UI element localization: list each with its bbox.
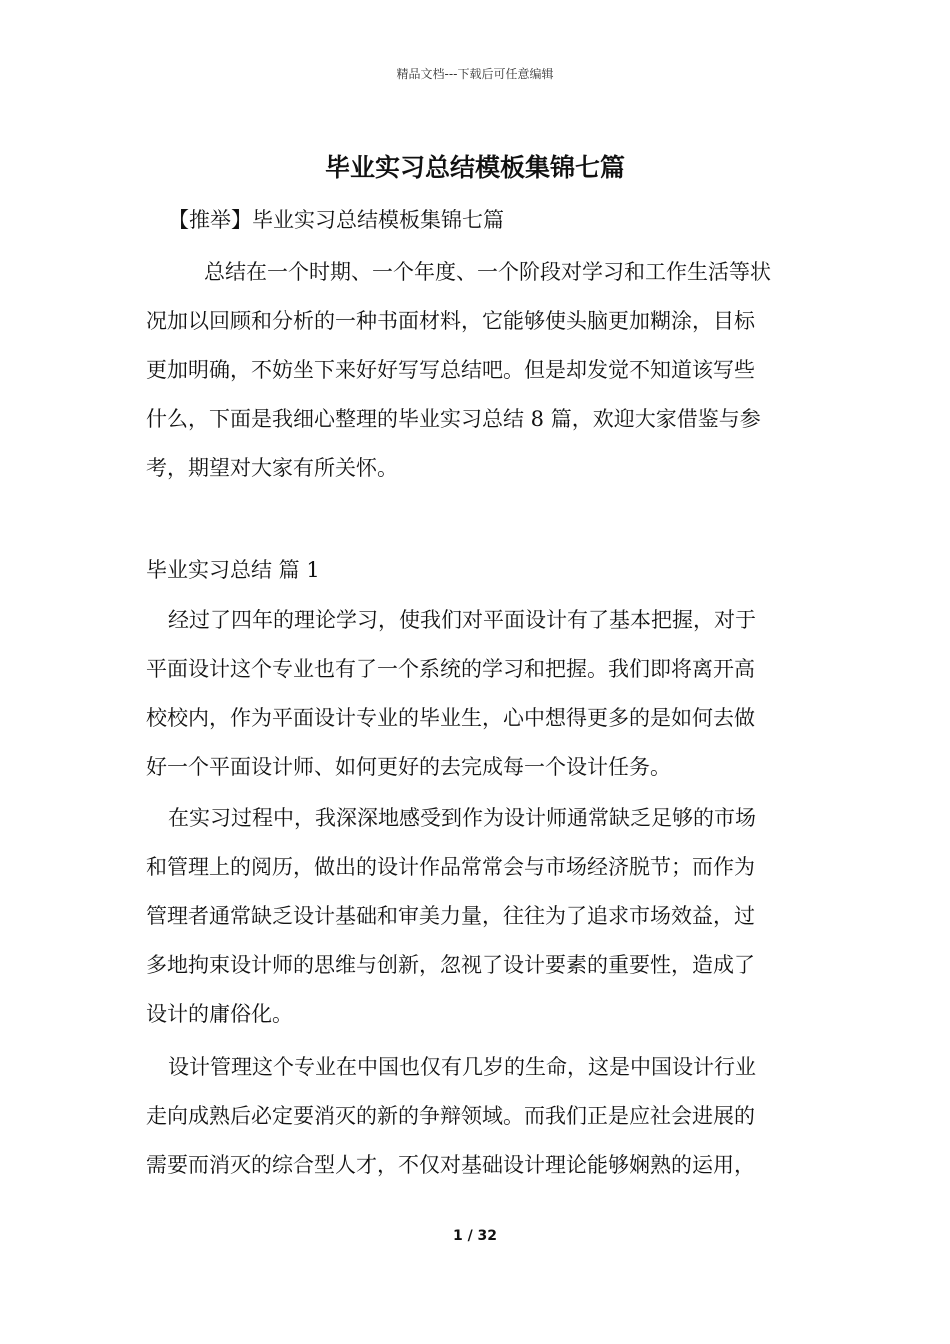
text-line: 需要而消灭的综合型人才，不仅对基础设计理论能够娴熟的运用， bbox=[146, 1153, 755, 1177]
text-line: 设计管理这个专业在中国也仅有几岁的生命，这是中国设计行业 bbox=[168, 1055, 756, 1079]
text-line: 走向成熟后必定要消灭的新的争辩领域。而我们正是应社会进展的 bbox=[146, 1104, 755, 1128]
text-line: 什么，下面是我细心整理的毕业实习总结 8 篇，欢迎大家借鉴与参 bbox=[146, 407, 761, 431]
text-line: 平面设计这个专业也有了一个系统的学习和把握。我们即将离开高 bbox=[146, 657, 755, 681]
text-line: 多地拘束设计师的思维与创新，忽视了设计要素的重要性，造成了 bbox=[146, 953, 755, 977]
text-line: 好一个平面设计师、如何更好的去完成每一个设计任务。 bbox=[146, 755, 671, 779]
paragraph-2 bbox=[146, 794, 810, 1039]
text-line: 在实习过程中，我深深地感受到作为设计师通常缺乏足够的市场 bbox=[168, 806, 756, 830]
text-line: 考，期望对大家有所关怀。 bbox=[146, 456, 398, 480]
text-line: 管理者通常缺乏设计基础和审美力量，往往为了追求市场效益，过 bbox=[146, 904, 755, 928]
text-line: 况加以回顾和分析的一种书面材料，它能够使头脑更加糊涂，目标 bbox=[146, 309, 755, 333]
section-heading: 毕业实习总结 篇 1 bbox=[146, 558, 320, 582]
paragraph-1 bbox=[146, 596, 810, 792]
intro-paragraph bbox=[146, 248, 810, 493]
text-line: 校校内，作为平面设计专业的毕业生，心中想得更多的是如何去做 bbox=[146, 706, 755, 730]
text-line: 设计的庸俗化。 bbox=[146, 1002, 293, 1026]
text-line: 经过了四年的理论学习，使我们对平面设计有了基本把握，对于 bbox=[168, 608, 756, 632]
text-line: 更加明确，不妨坐下来好好写写总结吧。但是却发觉不知道该写些 bbox=[146, 358, 755, 382]
document-title: 毕业实习总结模板集锦七篇 bbox=[324, 153, 625, 182]
page-header: 精品文档---下载后可任意编辑 bbox=[396, 67, 554, 81]
recommend-line: 【推举】毕业实习总结模板集锦七篇 bbox=[168, 208, 504, 232]
page-number: 1 / 32 bbox=[452, 1228, 498, 1244]
text-line: 总结在一个时期、一个年度、一个阶段对学习和工作生活等状 bbox=[204, 260, 771, 284]
paragraph-3 bbox=[146, 1043, 810, 1190]
text-line: 和管理上的阅历，做出的设计作品常常会与市场经济脱节；而作为 bbox=[146, 855, 755, 879]
